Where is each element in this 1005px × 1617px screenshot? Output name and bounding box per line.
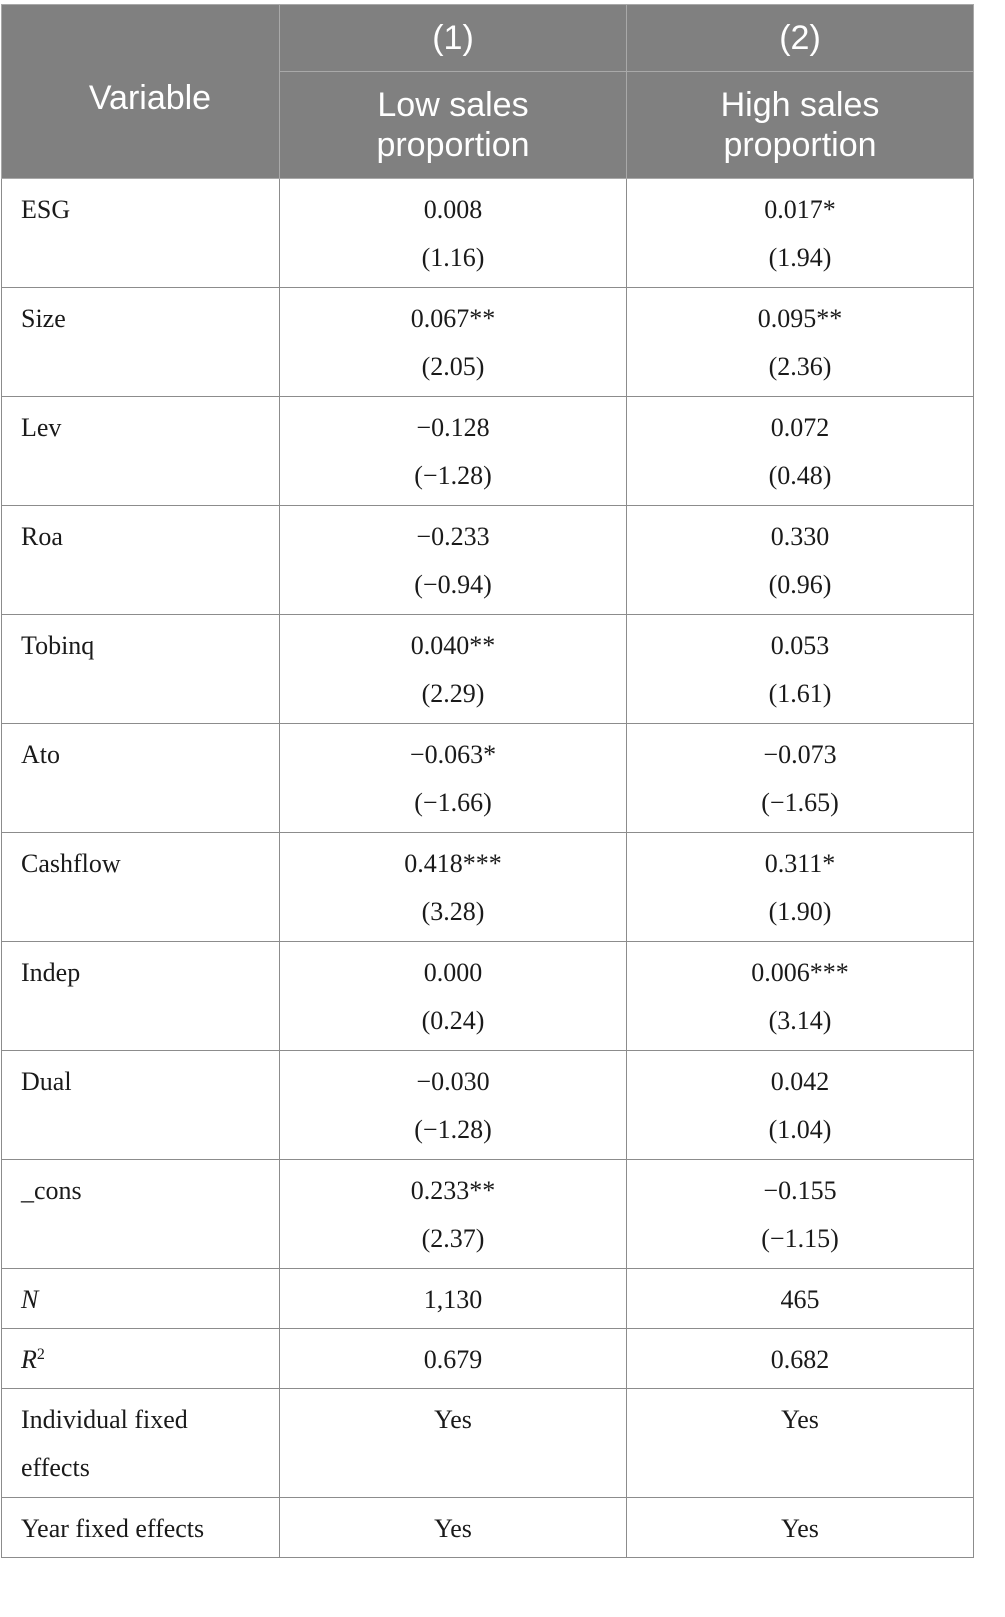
- variable-header: Variable: [2, 5, 280, 179]
- t-stat-value: (1.94): [768, 243, 832, 272]
- table-row: [2, 1160, 974, 1269]
- coef-value: 0.017*: [764, 195, 836, 224]
- n-col1: 1,130: [280, 1269, 627, 1329]
- table-row: [2, 1051, 974, 1160]
- n-label: N: [2, 1269, 280, 1329]
- r2-col1: 0.679: [280, 1329, 627, 1389]
- coef-value: 0.072: [770, 413, 830, 442]
- row-label: Size: [2, 288, 280, 397]
- t-stat-value: (1.90): [768, 897, 832, 926]
- n-row: [2, 1269, 974, 1329]
- individual-fe-col2: Yes: [627, 1389, 974, 1498]
- coef-value: −0.233: [416, 522, 490, 551]
- year-fe-col1: Yes: [280, 1498, 627, 1558]
- col1-cell: [280, 833, 627, 942]
- col2-cell: [627, 615, 974, 724]
- t-stat-value: (1.16): [421, 243, 485, 272]
- header-row-numbers: [2, 5, 974, 72]
- col1-label-header: [280, 72, 627, 179]
- col2-label-text: High sales proportion: [720, 86, 880, 164]
- col1-label-text: Low sales proportion: [376, 86, 530, 164]
- coef-value: 0.040**: [410, 631, 496, 660]
- table-row: [2, 615, 974, 724]
- col1-cell: [280, 179, 627, 288]
- coef-value: 0.311*: [764, 849, 836, 878]
- coef-value: 0.042: [770, 1067, 830, 1096]
- table-row: [2, 179, 974, 288]
- row-label: Tobinq: [2, 615, 280, 724]
- coef-value: −0.030: [416, 1067, 490, 1096]
- regression-results-table: [1, 4, 974, 1558]
- row-label: ESG: [2, 179, 280, 288]
- t-stat-value: (1.61): [768, 679, 832, 708]
- coef-value: 0.330: [770, 522, 830, 551]
- col1-cell: [280, 506, 627, 615]
- row-label: Roa: [2, 506, 280, 615]
- table-row: [2, 288, 974, 397]
- col1-cell: [280, 724, 627, 833]
- row-label: _cons: [2, 1160, 280, 1269]
- t-stat-value: (2.05): [421, 352, 485, 381]
- row-label: Lev: [2, 397, 280, 506]
- t-stat-value: (2.36): [768, 352, 832, 381]
- coef-value: −0.063*: [409, 740, 497, 769]
- col2-cell: [627, 179, 974, 288]
- t-stat-value: (−1.28): [414, 1115, 492, 1144]
- coef-value: 0.008: [423, 195, 483, 224]
- t-stat-value: (2.29): [421, 679, 485, 708]
- individual-fe-label: [2, 1389, 280, 1498]
- r2-label-base: R: [21, 1345, 37, 1374]
- year-fe-col2: Yes: [627, 1498, 974, 1558]
- col1-cell: [280, 288, 627, 397]
- coef-value: 0.418***: [404, 849, 502, 878]
- r2-label-sup: 2: [36, 1346, 45, 1363]
- individual-fe-label-line2: effects: [21, 1453, 90, 1482]
- t-stat-value: (1.04): [768, 1115, 832, 1144]
- row-label: Indep: [2, 942, 280, 1051]
- t-stat-value: (3.14): [768, 1006, 832, 1035]
- col2-cell: [627, 833, 974, 942]
- col2-cell: [627, 397, 974, 506]
- row-label: Dual: [2, 1051, 280, 1160]
- coef-value: −0.128: [416, 413, 490, 442]
- col1-cell: [280, 397, 627, 506]
- r2-col2: 0.682: [627, 1329, 974, 1389]
- individual-fe-col1: Yes: [280, 1389, 627, 1498]
- individual-fe-row: [2, 1389, 974, 1498]
- col2-cell: [627, 724, 974, 833]
- t-stat-value: (0.24): [421, 1006, 485, 1035]
- table-row: [2, 506, 974, 615]
- t-stat-value: (−1.28): [414, 461, 492, 490]
- r2-label: [2, 1329, 280, 1389]
- col1-number-header: (1): [280, 5, 627, 72]
- col2-cell: [627, 1160, 974, 1269]
- coef-value: 0.006***: [751, 958, 849, 987]
- coef-value: −0.155: [763, 1176, 837, 1205]
- t-stat-value: (3.28): [421, 897, 485, 926]
- coef-value: −0.073: [763, 740, 837, 769]
- t-stat-value: (−0.94): [414, 570, 492, 599]
- t-stat-value: (−1.15): [761, 1224, 839, 1253]
- t-stat-value: (0.48): [768, 461, 832, 490]
- coef-value: 0.053: [770, 631, 830, 660]
- row-label: Ato: [2, 724, 280, 833]
- table-row: [2, 833, 974, 942]
- col1-cell: [280, 1051, 627, 1160]
- coef-value: 0.233**: [410, 1176, 496, 1205]
- r2-row: [2, 1329, 974, 1389]
- year-fe-row: [2, 1498, 974, 1558]
- table-row: [2, 942, 974, 1051]
- t-stat-value: (−1.65): [761, 788, 839, 817]
- col2-cell: [627, 288, 974, 397]
- year-fe-label: Year fixed effects: [2, 1498, 280, 1558]
- col2-label-header: [627, 72, 974, 179]
- table-row: [2, 397, 974, 506]
- t-stat-value: (0.96): [768, 570, 832, 599]
- t-stat-value: (2.37): [421, 1224, 485, 1253]
- table-row: [2, 724, 974, 833]
- individual-fe-label-line1: Individual fixed: [21, 1405, 188, 1434]
- t-stat-value: (−1.66): [414, 788, 492, 817]
- col2-cell: [627, 942, 974, 1051]
- col2-cell: [627, 1051, 974, 1160]
- col1-cell: [280, 615, 627, 724]
- col2-cell: [627, 506, 974, 615]
- row-label: Cashflow: [2, 833, 280, 942]
- col2-number-header: (2): [627, 5, 974, 72]
- coef-value: 0.095**: [757, 304, 843, 333]
- col1-cell: [280, 1160, 627, 1269]
- col1-cell: [280, 942, 627, 1051]
- coef-value: 0.067**: [410, 304, 496, 333]
- coef-value: 0.000: [423, 958, 483, 987]
- n-col2: 465: [627, 1269, 974, 1329]
